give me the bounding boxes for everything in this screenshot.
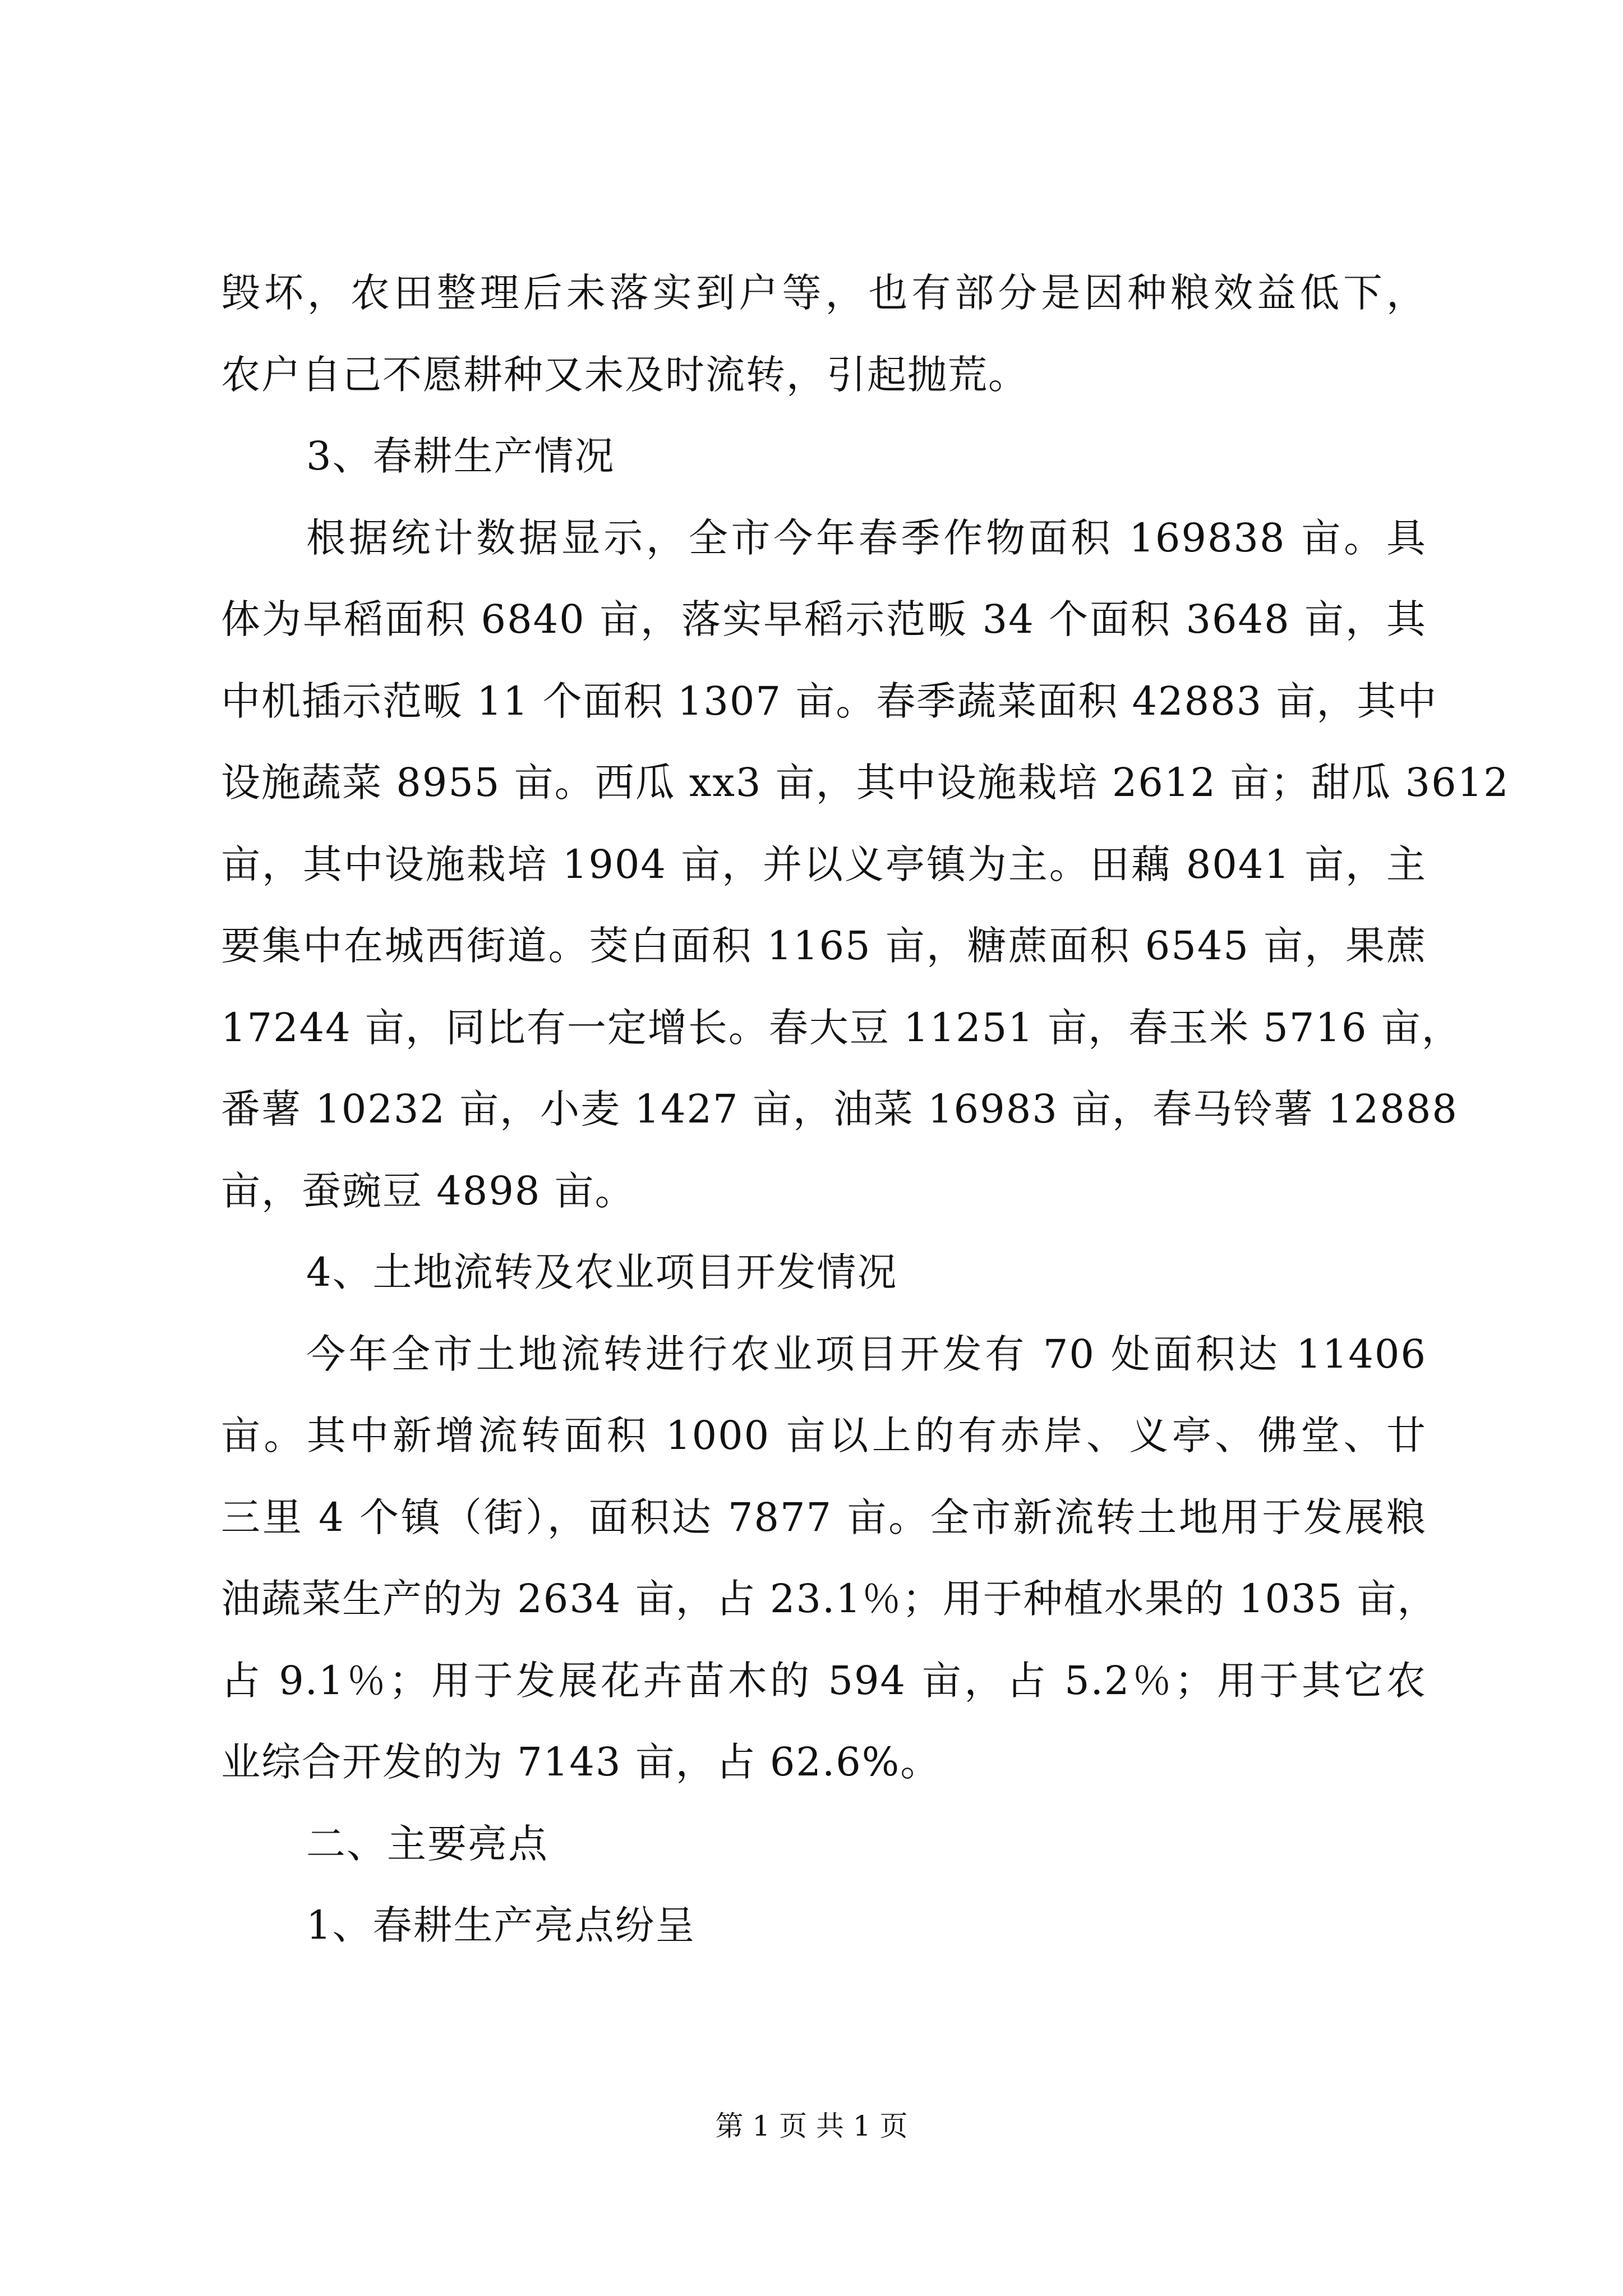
text-line: 毁坏，农田整理后未落实到户等，也有部分是因种粮效益低下，	[221, 270, 1427, 316]
text-line: 占 9.1％；用于发展花卉苗木的 594 亩，占 5.2％；用于其它农	[221, 1657, 1427, 1704]
text-line: 三里 4 个镇（街），面积达 7877 亩。全市新流转土地用于发展粮	[221, 1494, 1427, 1540]
text-line: 3、春耕生产情况	[306, 433, 615, 479]
text-line: 1、春耕生产亮点纷呈	[306, 1902, 696, 1948]
text-line: 17244 亩，同比有一定增长。春大豆 11251 亩，春玉米 5716 亩，	[221, 1004, 1462, 1051]
page-footer: 第 1 页 共 1 页	[715, 2110, 908, 2142]
text-line: 设施蔬菜 8955 亩。西瓜 xx3 亩，其中设施栽培 2612 亩；甜瓜 3612	[221, 760, 1510, 806]
text-line: 根据统计数据显示，全市今年春季作物面积 169838 亩。具	[306, 514, 1427, 561]
text-line: 体为早稻面积 6840 亩，落实早稻示范畈 34 个面积 3648 亩，其	[221, 596, 1427, 642]
text-line: 要集中在城西街道。茭白面积 1165 亩，糖蔗面积 6545 亩，果蔗	[221, 923, 1427, 969]
text-line: 亩。其中新增流转面积 1000 亩以上的有赤岸、义亭、佛堂、廿	[221, 1412, 1427, 1458]
text-line: 番薯 10232 亩，小麦 1427 亩，油菜 16983 亩，春马铃薯 12888	[221, 1086, 1458, 1132]
text-line: 业综合开发的为 7143 亩，占 62.6%。	[221, 1739, 941, 1785]
text-line: 今年全市土地流转进行农业项目开发有 70 处面积达 11406	[306, 1331, 1427, 1377]
text-line: 4、土地流转及农业项目开发情况	[306, 1249, 898, 1295]
text-line: 亩，其中设施栽培 1904 亩，并以义亭镇为主。田藕 8041 亩，主	[221, 841, 1427, 887]
text-line: 亩，蚕豌豆 4898 亩。	[221, 1167, 635, 1214]
text-line: 农户自己不愿耕种又未及时流转，引起抛荒。	[221, 351, 1029, 398]
text-line: 油蔬菜生产的为 2634 亩，占 23.1％；用于种植水果的 1035 亩，	[221, 1576, 1438, 1622]
text-line: 二、主要亮点	[306, 1820, 548, 1867]
text-line: 中机插示范畈 11 个面积 1307 亩。春季蔬菜面积 42883 亩，其中	[221, 678, 1438, 724]
